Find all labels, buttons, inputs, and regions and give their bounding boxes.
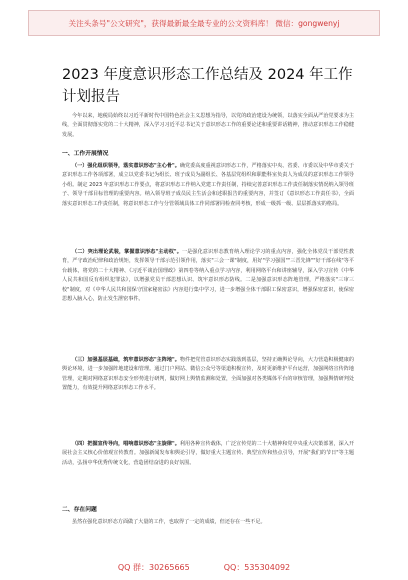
item-4 [62,440,354,468]
section2-paragraph: 虽然在强化意识形态方面做了大量的工作，也取得了一定的成绩，但还存在一些不足。 [72,519,266,525]
qq-group: QQ 群：30265665 [117,562,190,572]
item-3-title: （三）加强基层基础，筑牢意识形态"主阵地"。 [72,357,180,363]
intro-paragraph: 今年以来，地税局始终以习近平新时代中国特色社会主义思想为指导，以党的政治建设为统领，以落实全面从严治党要求为主线，全面贯彻落实党的二十大精神，深入学习习近平总书记关于意识形态工作的重要论述和重要讲话精神，推动意识形态工作稳健发展。 [62,113,354,138]
section2-heading: 二、存在问题 [62,507,97,513]
contact-footer [0,558,408,576]
item-4-body: 利用各种宣传载体，广泛宣传党的二十大精神和党中央重大决策部署，深入开展社会主义核心价值观宣传教育。加强新闻发布和舆论引导，做好重大主题宣传、典型宣传和热点引导，开展"我们的节日"等主题活动，弘扬中华优秀传统文化，营造团结奋进的良好氛围。 [62,441,354,466]
item-2-title: （二）突出理论武装，掌握意识形态"主动权"。 [72,249,182,255]
item-1-title: （一）强化组织领导，落实意识形态"主心骨"。 [72,163,180,169]
document-title: 2023 年度意识形态工作总结及 2024 年工作计划报告 [62,67,353,105]
item-1 [62,162,354,209]
section1-heading: 一、工作开展情况 [62,151,109,157]
item-3-body: 物件把党管意识形态实践落到基层，坚持正确舆论导向，大力营造积极健康的舆论环境，进一步加强阵地建设和管理。通过门户网站、微信公众号等渠道积极宣传，及时更新维护平台运营，加强网络宣传阵地管理，定期对网络意识形态安全形势进行研判，做好网上舆情监测和处置，全面加强对各类媒体平台的审核管理，加强舆情研判处置能力，有效提升网络意识形态工作水平。 [62,357,354,392]
qq-number: QQ：535304092 [223,562,291,572]
item-3 [62,356,354,394]
item-1-body: 确党委高度重视意识形态工作，严格落实中央、省委、市委以及中华市委关于意识形态工作各项部署，成立以党委书记为组长、班子成员为副组长、各基层党组织和职能科室负责人为成员的意识形态工作领导小组。制定 2023 年意识形态工作要点，将意识形态工作纳入党建工作责任制，持续完善意识形态工作责任制落实情况纳入领导班子、领导干部目标管理的重要内容。纳入领导班子成员民主生活会和述职报告的重要内容，并签订《意识形态工作责任书》，全面落实意识形态工作责任制，将意识形态工作与分管领域具体工作同部署同检查同考核，形成一级抓一级、层层抓落实的格局。 [62,163,354,207]
item-2-body: 一是强化意识形态教育纳入理论学习的重点内容，强化全体党员干部党性教育，严守政治纪律和政治规矩，发挥领导干部示范引领作用，落实"三会一课"制度，用好"学习强国""三晋先锋""好干部在线"等平台载体，将党的二十大精神、《习近平谈治国理政》第四卷等纳入重点学习内容，利用网络平台和讲座辅导，深入学习宣传《中华人民共和国反有组织犯罪法》，以增强党员干部思想认识、筑牢意识形态防线。二是加强意识形态阵地管理，严格落实"三审三校"制度，对《中华人民共和国保守国家秘密法》内容进行集中学习，进一步增强全体干部职工保密意识，增强保密意识，使保密思想入脑入心，防止发生泄密事件。 [62,249,354,303]
item-2 [62,248,354,304]
promo-banner [28,10,380,36]
promo-banner-text: 关注头条号"公文研究"，获得最新最全最专业的公文资料库！ 微信：gongwenyj [68,18,340,28]
item-4-title: （四）把握宣传导向，唱响意识形态"主旋律"。 [72,441,180,447]
